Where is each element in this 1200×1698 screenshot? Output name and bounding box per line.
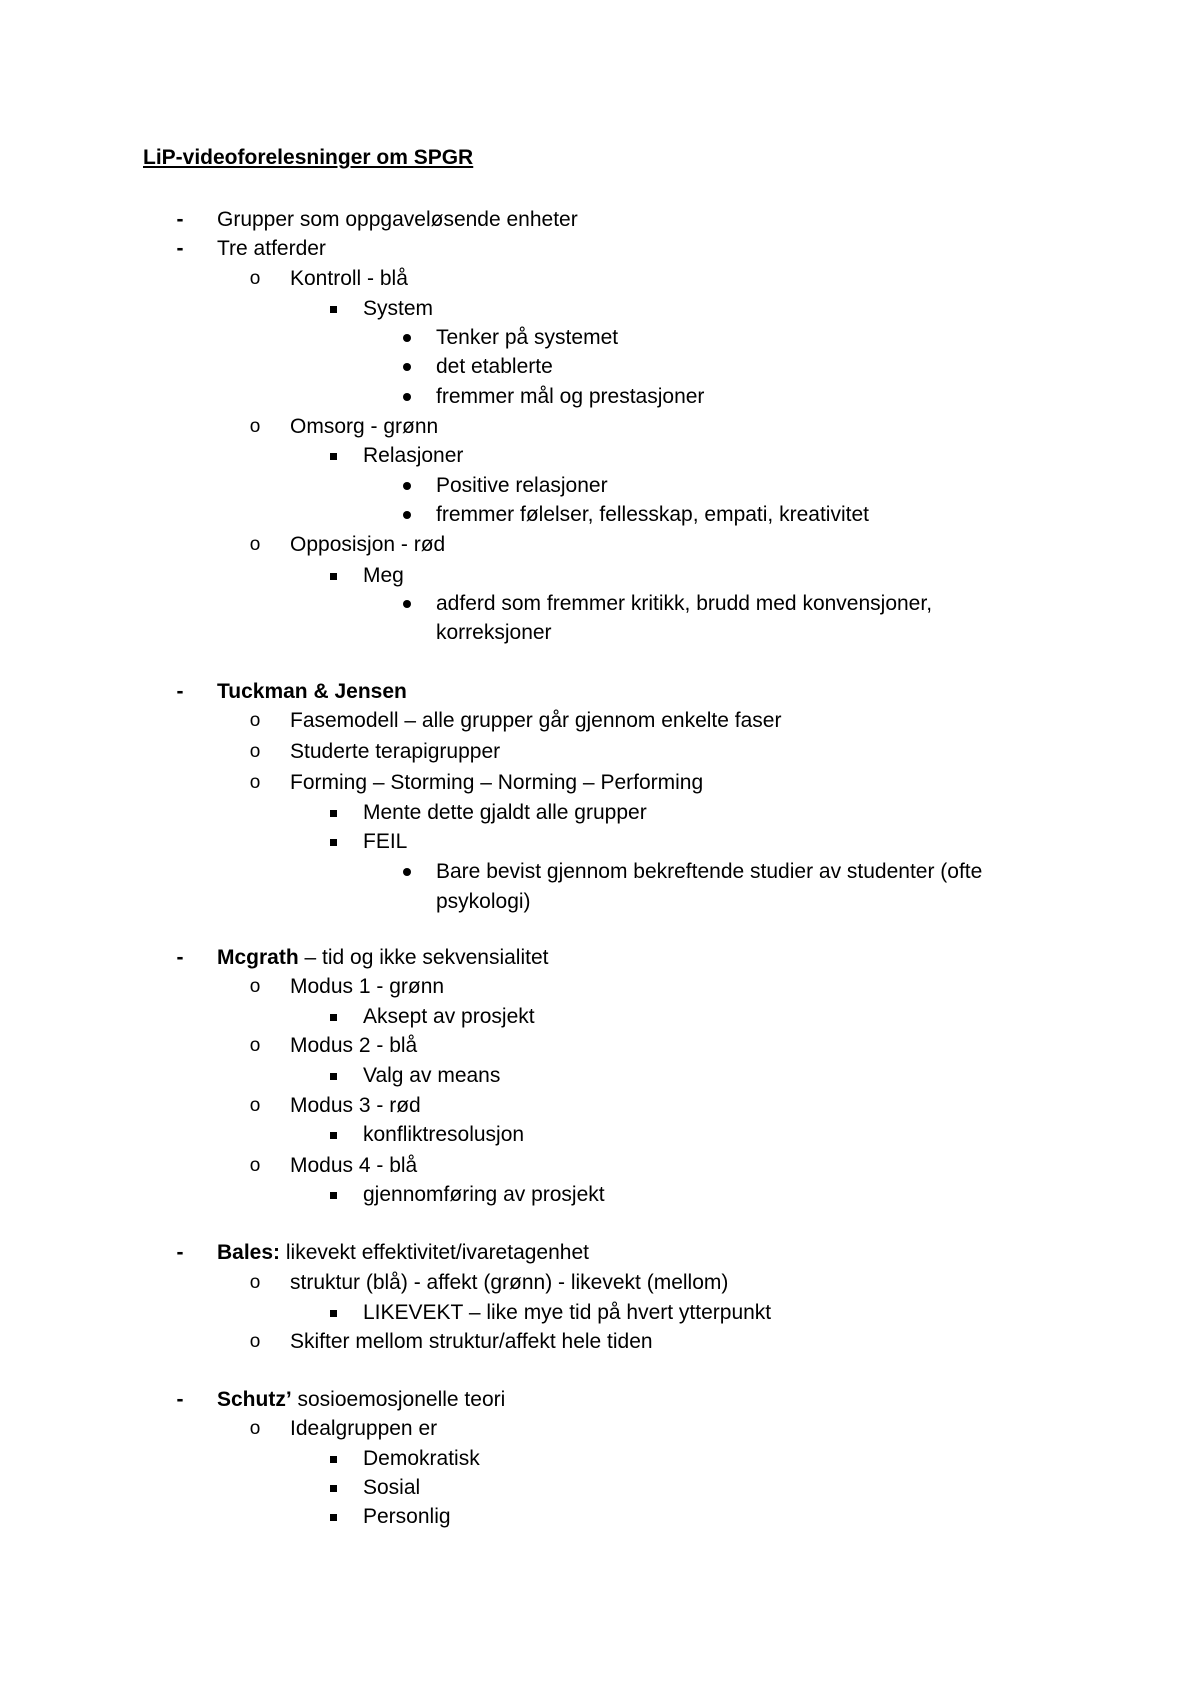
outline-item-text (290, 1416, 437, 1442)
outline-item-text (363, 296, 433, 322)
outline-item-level-4 (0, 502, 1100, 528)
circle-bullet-icon: o (249, 710, 261, 731)
outline-item-body: Tre atferder (217, 237, 326, 260)
outline-item-body: Omsorg - grønn (290, 415, 439, 438)
outline-item-body: gjennomføring av prosjekt (363, 1183, 605, 1206)
outline-item-body: Tenker på systemet (436, 326, 619, 349)
outline-item-body: Kontroll - blå (290, 267, 408, 290)
outline-item-level-3 (0, 563, 1100, 589)
dot-bullet-icon (403, 868, 411, 876)
outline-item-body: Mente dette gjaldt alle grupper (363, 801, 647, 824)
outline-item-level-4 (0, 325, 1100, 351)
outline-item-body: Valg av means (363, 1064, 501, 1087)
outline-item-level-1 (0, 1240, 1100, 1266)
outline-item-level-3 (0, 800, 1100, 826)
outline-item-text (217, 207, 578, 233)
outline-item-text (436, 889, 531, 915)
circle-bullet-icon: o (249, 268, 261, 289)
outline-item-body: Idealgruppen er (290, 1417, 438, 1440)
circle-bullet-icon: o (249, 1272, 261, 1293)
outline-item-level-3 (0, 1300, 1100, 1326)
outline-item-level-3 (0, 1446, 1100, 1472)
dash-bullet-icon: - (176, 680, 184, 703)
outline-item-body: System (363, 297, 434, 320)
outline-item-level-4 (0, 384, 1100, 410)
outline-item-text (290, 1033, 417, 1059)
dot-bullet-icon (403, 363, 411, 371)
outline-item-level-4 (0, 354, 1100, 380)
outline-item-body: sosioemosjonelle teori (291, 1388, 506, 1411)
dash-bullet-icon: - (176, 237, 184, 260)
dash-bullet-icon: - (176, 208, 184, 231)
dash-bullet-icon: - (176, 1241, 184, 1264)
square-bullet-icon (330, 306, 337, 313)
circle-bullet-icon: o (249, 1418, 261, 1439)
outline-item-body: Modus 2 - blå (290, 1034, 418, 1057)
outline-item-body: Aksept av prosjekt (363, 1005, 535, 1028)
outline-item-text (436, 384, 704, 410)
outline-item-text (436, 859, 982, 885)
document-title: LiP-videoforelesninger om SPGR (143, 146, 474, 169)
outline-item-lead: Bales: (217, 1241, 281, 1264)
outline-item-level-4 (0, 473, 1100, 499)
outline-item-text (290, 532, 445, 558)
outline-item-body: psykologi) (436, 890, 531, 913)
dot-bullet-icon (403, 393, 411, 401)
outline-item-level-1 (0, 945, 1100, 971)
outline-item-level-2 (0, 708, 1100, 734)
outline-item-level-4 (0, 620, 1100, 646)
outline-item-body: LIKEVEKT – like mye tid på hvert ytterpunkt (363, 1301, 772, 1324)
outline-item-level-2 (0, 1033, 1100, 1059)
outline-item-text (363, 563, 404, 589)
outline-item-level-1 (0, 207, 1100, 233)
circle-bullet-icon: o (249, 741, 261, 762)
outline-item-level-3 (0, 1122, 1100, 1148)
outline-item-body: det etablerte (436, 355, 553, 378)
square-bullet-icon (330, 1485, 337, 1492)
square-bullet-icon (330, 1456, 337, 1463)
outline-item-body: Bare bevist gjennom bekreftende studier av studenter (ofte (436, 860, 983, 883)
outline-item-level-2 (0, 1153, 1100, 1179)
outline-item-body: Modus 4 - blå (290, 1154, 418, 1177)
square-bullet-icon (330, 1514, 337, 1521)
circle-bullet-icon: o (249, 1331, 261, 1352)
outline-item-body: Relasjoner (363, 444, 464, 467)
outline-item-level-2 (0, 739, 1100, 765)
outline-item-text (363, 829, 407, 855)
outline-item-text (290, 1329, 653, 1355)
outline-item-level-4 (0, 591, 1100, 617)
outline-item-level-3 (0, 443, 1100, 469)
outline-item-level-3 (0, 1063, 1100, 1089)
outline-item-text (363, 1004, 535, 1030)
dot-bullet-icon (403, 511, 411, 519)
outline-item-body: – tid og ikke sekvensialitet (298, 946, 549, 969)
outline-item-level-1 (0, 236, 1100, 262)
outline-item-body: Sosial (363, 1476, 421, 1499)
outline-item-body: korreksjoner (436, 621, 552, 644)
outline-item-body: fremmer mål og prestasjoner (436, 385, 705, 408)
outline-item-text (436, 325, 618, 351)
circle-bullet-icon: o (249, 772, 261, 793)
outline-item-body: Demokratisk (363, 1447, 480, 1470)
outline-item-body: struktur (blå) - affekt (grønn) - likevekt (mellom) (290, 1271, 729, 1294)
outline-item-body: fremmer følelser, fellesskap, empati, kreativitet (436, 503, 869, 526)
outline-item-level-3 (0, 829, 1100, 855)
outline-item-text (217, 236, 326, 262)
outline-item-level-4 (0, 889, 1100, 915)
outline-item-text (290, 739, 500, 765)
outline-item-level-3 (0, 1504, 1100, 1530)
outline-item-lead: Schutz’ (217, 1388, 292, 1411)
outline-item-level-2 (0, 974, 1100, 1000)
outline-item-text (363, 1446, 480, 1472)
square-bullet-icon (330, 573, 337, 580)
outline-item-body: adferd som fremmer kritikk, brudd med konvensjoner, (436, 592, 933, 615)
outline-item-body: Skifter mellom struktur/affekt hele tiden (290, 1330, 653, 1353)
square-bullet-icon (330, 1310, 337, 1317)
outline-item-text (217, 1240, 589, 1266)
dot-bullet-icon (403, 482, 411, 490)
outline-item-body: likevekt effektivitet/ivaretagenhet (280, 1241, 589, 1264)
outline-item-text (436, 473, 608, 499)
outline-item-level-2 (0, 770, 1100, 796)
outline-item-lead: Mcgrath (217, 946, 299, 969)
outline-item-text (436, 591, 932, 617)
outline-item-text (290, 1270, 728, 1296)
circle-bullet-icon: o (249, 416, 261, 437)
outline-item-body: Meg (363, 564, 404, 587)
outline-item-level-3 (0, 1475, 1100, 1501)
outline-item-level-4 (0, 859, 1100, 885)
outline-item-text (436, 502, 869, 528)
dash-bullet-icon: - (176, 1388, 184, 1411)
outline-item-text (436, 354, 553, 380)
square-bullet-icon (330, 810, 337, 817)
outline-item-text (363, 1300, 771, 1326)
square-bullet-icon (330, 1132, 337, 1139)
dash-bullet-icon: - (176, 946, 184, 969)
outline-item-text (290, 708, 781, 734)
circle-bullet-icon: o (249, 1095, 261, 1116)
outline-item-level-1 (0, 1387, 1100, 1413)
square-bullet-icon (330, 1014, 337, 1021)
outline-item-body: Positive relasjoner (436, 474, 608, 497)
outline-item-body: Grupper som oppgaveløsende enheter (217, 208, 578, 231)
circle-bullet-icon: o (249, 1035, 261, 1056)
dot-bullet-icon (403, 334, 411, 342)
outline-item-level-2 (0, 1093, 1100, 1119)
outline-item-body: Modus 1 - grønn (290, 975, 445, 998)
square-bullet-icon (330, 453, 337, 460)
outline-item-level-2 (0, 266, 1100, 292)
square-bullet-icon (330, 1073, 337, 1080)
outline-item-level-1 (0, 679, 1100, 705)
outline-item-body: Fasemodell – alle grupper går gjennom enkelte faser (290, 709, 782, 732)
outline-item-level-3 (0, 1004, 1100, 1030)
circle-bullet-icon: o (249, 976, 261, 997)
outline-item-level-2 (0, 1416, 1100, 1442)
outline-item-text (217, 679, 407, 705)
outline-item-text (363, 443, 463, 469)
outline-item-text (217, 1387, 505, 1413)
outline-item-text (217, 945, 548, 971)
outline-item-text (290, 770, 703, 796)
outline-item-text (363, 800, 647, 826)
circle-bullet-icon: o (249, 534, 261, 555)
dot-bullet-icon (403, 600, 411, 608)
outline-item-text (363, 1475, 420, 1501)
outline-item-body: Studerte terapigrupper (290, 740, 501, 763)
outline-item-text (363, 1122, 524, 1148)
outline-item-text (290, 1153, 417, 1179)
outline-item-text (436, 620, 552, 646)
outline-item-level-2 (0, 414, 1100, 440)
outline-item-body: FEIL (363, 830, 408, 853)
outline-item-text (290, 1093, 421, 1119)
outline-item-text (290, 974, 444, 1000)
outline-item-text (363, 1504, 451, 1530)
square-bullet-icon (330, 839, 337, 846)
outline-item-level-3 (0, 1182, 1100, 1208)
outline-item-level-2 (0, 1329, 1100, 1355)
outline-item-body: Opposisjon - rød (290, 533, 446, 556)
outline-item-lead: Tuckman & Jensen (217, 680, 407, 703)
square-bullet-icon (330, 1192, 337, 1199)
outline-item-body: Modus 3 - rød (290, 1094, 421, 1117)
outline-item-level-2 (0, 1270, 1100, 1296)
circle-bullet-icon: o (249, 1155, 261, 1176)
outline-item-level-3 (0, 296, 1100, 322)
outline-item-body: Personlig (363, 1505, 451, 1528)
outline-item-level-2 (0, 532, 1100, 558)
outline-item-text (363, 1182, 605, 1208)
outline-item-text (290, 266, 408, 292)
outline-item-body: Forming – Storming – Norming – Performing (290, 771, 704, 794)
outline-item-text (290, 414, 438, 440)
outline-item-text (363, 1063, 500, 1089)
outline-item-body: konfliktresolusjon (363, 1123, 525, 1146)
